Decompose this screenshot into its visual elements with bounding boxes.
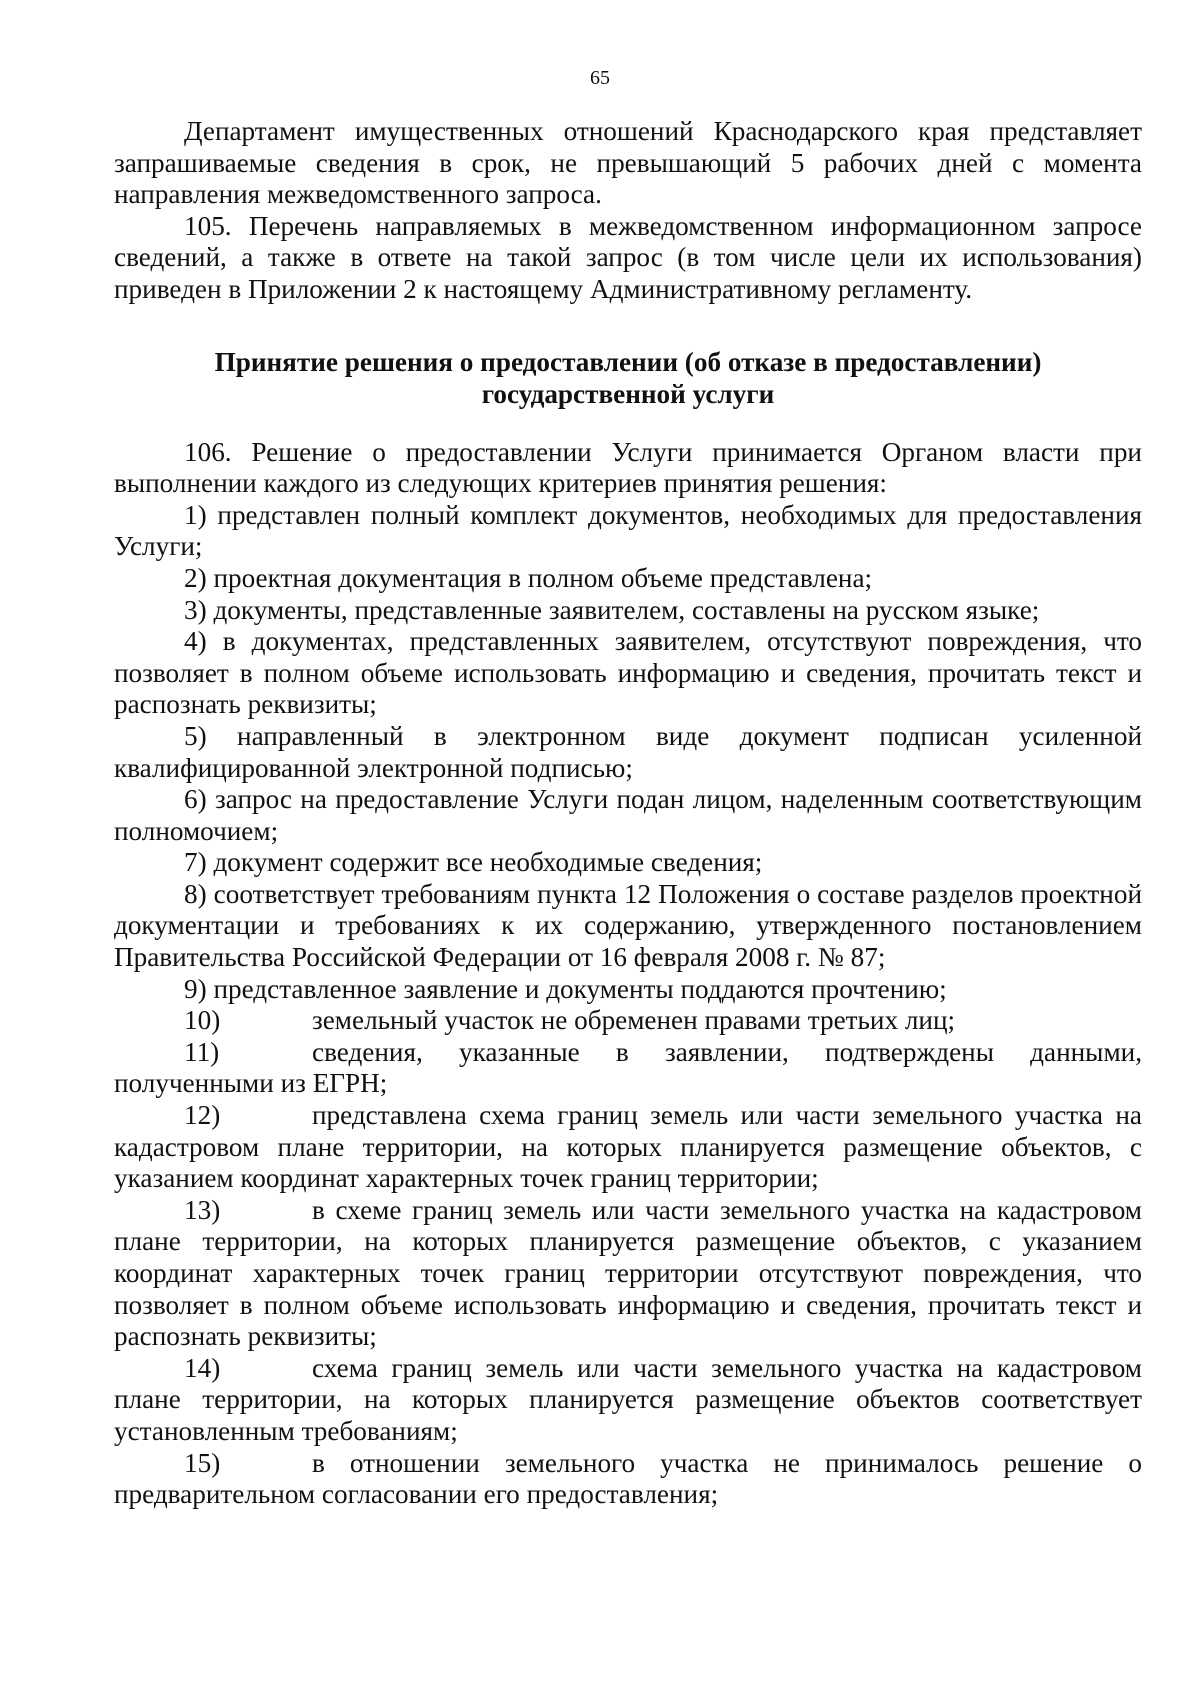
list-item [114, 784, 1142, 847]
list-item-number: 13) [184, 1194, 221, 1225]
list-item-number: 2) [184, 562, 207, 593]
list-item-number: 10) [184, 1005, 221, 1036]
list-item [114, 847, 1142, 879]
list-item-text: документ содержит все необходимые сведения; [213, 847, 763, 878]
list-item-number: 7) [184, 847, 207, 878]
section-heading-line-2: государственной услуги [481, 378, 775, 409]
list-item-text: земельный участок не обременен правами третьих лиц; [312, 1005, 956, 1036]
list-item [114, 721, 1142, 784]
list-item-number: 15) [184, 1447, 221, 1478]
list-item-text: в документах, представленных заявителем, отсутствуют повреждения, что позволяет в полном объеме использовать информацию и сведения, прочитать текст и распознать реквизиты; [114, 626, 1143, 720]
list-item-number: 12) [184, 1100, 221, 1131]
list-item-text: соответствует требованиям пункта 12 Положения о составе разделов проектной документации и требованиях к их содержанию, утвержденного постановлением Правительства Российской Федерации от 16 февраля 2008 г. № 87; [114, 878, 1142, 973]
list-item-text: представлен полный комплект документов, необходимых для предоставления Услуги; [114, 499, 1142, 562]
list-item [114, 595, 1142, 627]
list-item-text: сведения, указанные в заявлении, подтверждены данными, полученными из ЕГРН; [114, 1036, 1142, 1099]
list-item-number: 11) [184, 1036, 220, 1067]
list-item [114, 1195, 1142, 1353]
list-item [114, 1353, 1142, 1448]
list-item [114, 563, 1142, 595]
list-item-text: документы, представленные заявителем, составлены на русском языке; [213, 594, 1040, 625]
list-item-text: в отношении земельного участка не принималось решение о предварительном согласовании его предоставления; [114, 1447, 1142, 1510]
list-item-number: 6) [184, 784, 207, 815]
list-item-number: 14) [184, 1352, 221, 1383]
list-item-text: представлена схема границ земель или части земельного участка на кадастровом плане территории, на которых планируется размещение объектов, с указанием координат характерных точек границ территории; [114, 1100, 1142, 1194]
list-item [114, 1037, 1142, 1100]
list-item-text: запрос на предоставление Услуги подан лицом, наделенным соответствующим полномочием; [114, 784, 1143, 846]
list-item-text: представленное заявление и документы поддаются прочтению; [213, 973, 947, 1004]
document-body [114, 116, 1142, 1511]
list-item [114, 1005, 1142, 1037]
list-item-number: 5) [184, 720, 207, 751]
list-item [114, 626, 1142, 721]
list-item [114, 500, 1142, 563]
list-item-text: проектная документация в полном объеме представлена; [213, 562, 873, 593]
list-item-text: направленный в электронном виде документ подписан усиленной квалифицированной электронной подписью; [114, 720, 1142, 783]
list-item-text: схема границ земель или части земельного участка на кадастровом плане территории, на которых планируется размещение объектов соответствует установленным требованиям; [114, 1352, 1142, 1446]
list-item [114, 879, 1142, 974]
section-heading [114, 346, 1142, 410]
criteria-list [114, 500, 1142, 1511]
list-item [114, 1100, 1142, 1195]
page-number: 65 [590, 67, 610, 89]
list-item-number: 3) [184, 594, 207, 625]
section-heading-line-1: Принятие решения о предоставлении (об отказе в предоставлении) [214, 346, 1042, 377]
paragraph-106: 106. Решение о предоставлении Услуги принимается Органом власти при выполнении каждого из следующих критериев принятия решения: [114, 436, 1142, 499]
list-item-number: 8) [184, 878, 207, 909]
list-item-number: 9) [184, 973, 207, 1004]
list-item-number: 4) [184, 626, 207, 657]
intro-paragraph: Департамент имущественных отношений Краснодарского края представляет запрашиваемые сведения в срок, не превышающий 5 рабочих дней с момента направления межведомственного запроса. [114, 116, 1142, 210]
list-item-text: в схеме границ земель или части земельного участка на кадастровом плане территории, на которых планируется размещение объектов, с указанием координат характерных точек границ территории отсутствуют повреждения, что позволяет в полном объеме использовать информацию и сведения, прочитать текст и распознать реквизиты; [114, 1194, 1142, 1352]
list-item-number: 1) [184, 499, 207, 530]
list-item [114, 1448, 1142, 1511]
list-item [114, 974, 1142, 1006]
paragraph-105: 105. Перечень направляемых в межведомственном информационном запросе сведений, а также в ответе на такой запрос (в том числе цели их использования) приведен в Приложении 2 к настоящему Административному регламенту. [114, 210, 1142, 304]
